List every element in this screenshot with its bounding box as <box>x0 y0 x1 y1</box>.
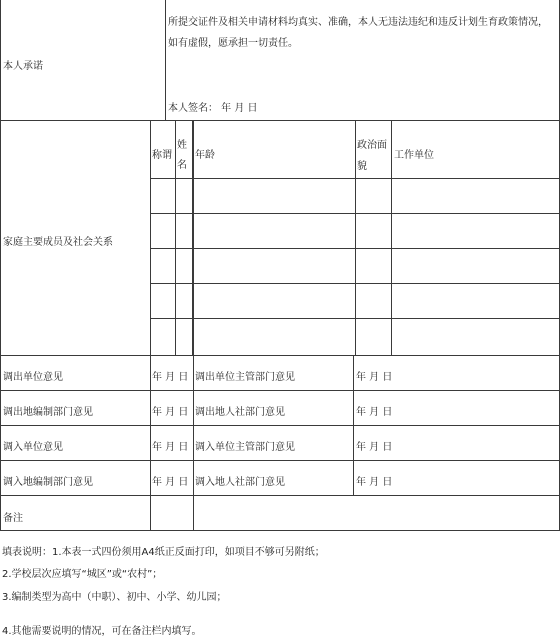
opinion-right-date: 年 月 日 <box>356 407 393 418</box>
col-line <box>353 355 354 495</box>
note-line: 填表说明：1.本表一式四份须用A4纸正反面打印，如项目不够可另附纸； <box>2 547 325 558</box>
opinion-right-date: 年 月 日 <box>356 442 393 453</box>
header-politics-bottom: 貌 <box>357 161 367 172</box>
opinion-left-date: 年 月 日 <box>152 407 189 418</box>
note-line: 3.编制类型为高中（中职）、初中、小学、幼儿园； <box>2 592 227 603</box>
opinion-left-label: 调出地编制部门意见 <box>3 407 93 418</box>
col-line <box>165 0 166 120</box>
opinion-right-date: 年 月 日 <box>356 372 393 383</box>
opinion-left-date: 年 月 日 <box>152 477 189 488</box>
col-line <box>193 120 194 530</box>
opinion-left-date: 年 月 日 <box>152 372 189 383</box>
row-line <box>0 120 560 121</box>
opinion-right-label: 调出单位主管部门意见 <box>195 372 295 383</box>
row-line <box>0 390 560 391</box>
header-name-top: 姓 <box>177 140 187 151</box>
note-line: 2.学校层次应填写“城区”或“农村”； <box>2 569 163 580</box>
opinion-left-date: 年 月 日 <box>152 442 189 453</box>
header-workplace: 工作单位 <box>394 150 434 161</box>
row-line <box>0 425 560 426</box>
remarks-label: 备注 <box>3 513 23 524</box>
opinion-left-label: 调出单位意见 <box>3 372 63 383</box>
family-label: 家庭主要成员及社会关系 <box>3 237 113 248</box>
note-line: 4.其他需要说明的情况，可在备注栏内填写。 <box>2 626 202 637</box>
header-politics-top: 政治面 <box>357 140 387 151</box>
col-line <box>0 0 1 530</box>
opinion-right-label: 调出地人社部门意见 <box>195 407 285 418</box>
pledge-text: 所提交证件及相关申请材料均真实、准确，本人无违法违纪和违反计划生育政策情况，如有虚假，愿承担一切责任。 <box>168 17 548 49</box>
opinion-left-label: 调入单位意见 <box>3 442 63 453</box>
opinion-right-date: 年 月 日 <box>356 477 393 488</box>
col-line <box>391 120 392 355</box>
pledge-signature: 本人签名： 年 月 日 <box>168 103 258 114</box>
header-title: 称谓 <box>152 150 172 161</box>
col-line <box>175 120 176 355</box>
col-line <box>150 120 151 530</box>
row-line <box>0 355 560 356</box>
col-line <box>355 120 356 355</box>
row-line <box>0 530 560 531</box>
header-age: 年龄 <box>195 150 215 161</box>
opinion-left-label: 调入地编制部门意见 <box>3 477 93 488</box>
col-line <box>192 120 193 355</box>
opinion-right-label: 调入单位主管部门意见 <box>195 442 295 453</box>
header-name-bottom: 名 <box>177 160 187 171</box>
row-line <box>0 460 560 461</box>
pledge-label: 本人承诺 <box>3 61 43 72</box>
row-line <box>0 495 560 496</box>
opinion-right-label: 调入地人社部门意见 <box>195 477 285 488</box>
